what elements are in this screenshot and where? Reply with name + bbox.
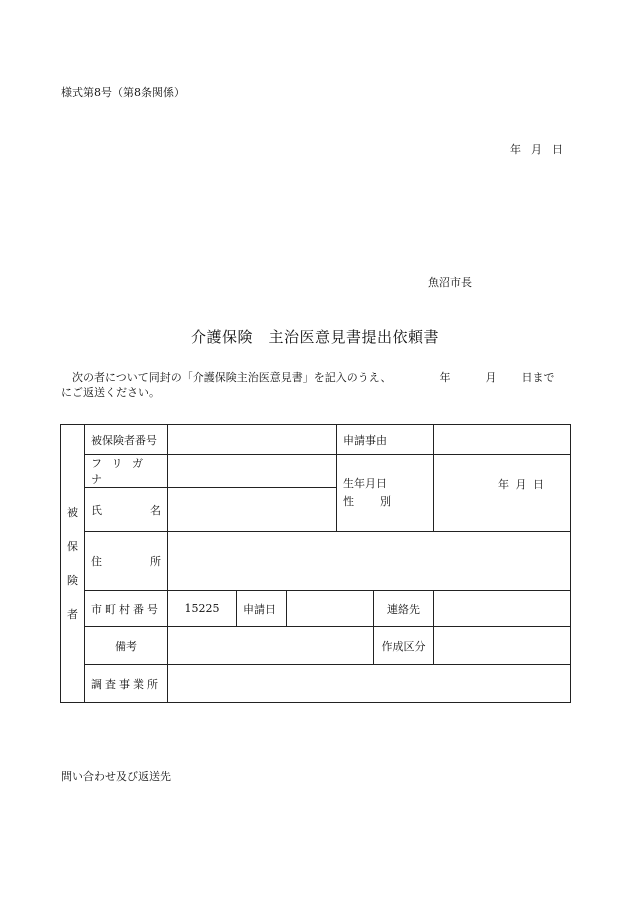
issue-date-month: 月 <box>531 143 542 156</box>
municipality-number-label: 市町村番号 <box>85 591 168 627</box>
application-date-field[interactable] <box>287 591 374 627</box>
creation-category-label: 作成区分 <box>374 627 434 665</box>
contact-field[interactable] <box>434 591 571 627</box>
municipality-number-value: 15225 <box>168 591 237 627</box>
furigana-label: フ リ ガ ナ <box>85 455 168 488</box>
furigana-field[interactable] <box>168 455 337 488</box>
insured-side-label <box>61 425 85 703</box>
birthdate-field[interactable] <box>434 455 571 532</box>
issue-date <box>510 141 563 157</box>
deadline-year: 年 <box>439 371 451 384</box>
address-label <box>85 532 168 591</box>
insured-person-table <box>60 424 571 703</box>
deadline-month: 月 <box>485 371 497 384</box>
issue-date-year: 年 <box>510 143 521 156</box>
survey-office-field[interactable] <box>168 665 571 703</box>
name-label-char-2: 名 <box>150 503 161 517</box>
creation-category-field[interactable] <box>434 627 571 665</box>
side-char-2: 保 <box>67 539 78 553</box>
sex-label <box>343 493 391 511</box>
form-number: 様式第8号（第8条関係） <box>61 86 185 99</box>
deadline-day: 日まで <box>521 371 555 384</box>
remarks-label: 備考 <box>85 627 168 665</box>
address-label-char-2: 所 <box>150 555 161 568</box>
survey-office-label: 調査事業所 <box>85 665 168 703</box>
sex-label-char-1: 性 <box>343 495 355 508</box>
issue-date-day: 日 <box>552 143 563 156</box>
request-line-2: にご返送ください。 <box>61 386 160 399</box>
name-label <box>85 488 168 532</box>
birth-day: 日 <box>533 478 545 491</box>
address-field[interactable] <box>168 532 571 591</box>
document-title: 介護保険 主治医意見書提出依頼書 <box>190 328 439 346</box>
name-field[interactable] <box>168 488 337 532</box>
birthdate-label: 生年月日 <box>343 477 388 490</box>
addressee: 魚沼市長 <box>428 276 472 289</box>
application-date-label: 申請日 <box>237 591 287 627</box>
birth-month: 月 <box>515 478 527 491</box>
remarks-field[interactable] <box>168 627 374 665</box>
sex-label-char-2: 別 <box>380 495 392 508</box>
request-sentence: 次の者について同封の「介護保険主治医意見書」を記入のうえ、 <box>72 371 392 384</box>
birth-year: 年 <box>498 478 510 491</box>
application-reason-label: 申請事由 <box>337 425 434 455</box>
request-line-1 <box>61 370 573 385</box>
insured-number-field[interactable] <box>168 425 337 455</box>
insured-number-label: 被保険者番号 <box>85 425 168 455</box>
contact-label: 連絡先 <box>374 591 434 627</box>
inquiry-return-label: 問い合わせ及び返送先 <box>61 770 171 783</box>
side-char-1: 被 <box>67 505 78 519</box>
birthdate-sex-label <box>337 455 434 532</box>
address-label-char-1: 住 <box>91 555 102 568</box>
side-char-3: 険 <box>67 573 78 587</box>
name-label-char-1: 氏 <box>91 503 102 517</box>
side-char-4: 者 <box>67 607 78 621</box>
application-reason-field[interactable] <box>434 425 571 455</box>
request-text <box>61 370 573 400</box>
